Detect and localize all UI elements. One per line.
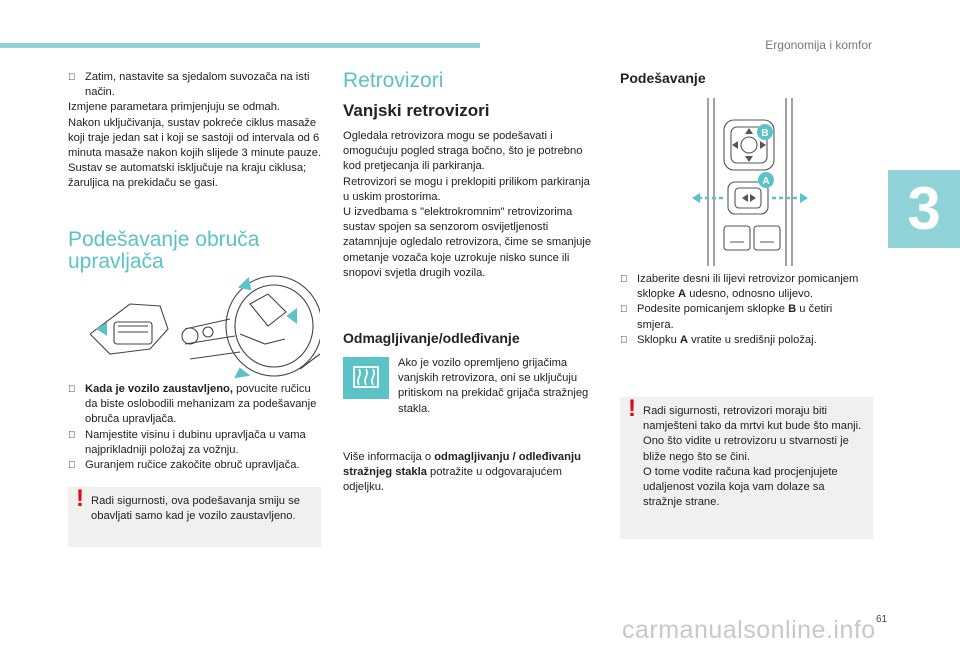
mirrors-paragraph-2: Retrovizori se mogu i preklopiti prilikom parkiranja u uskim prostorima. xyxy=(343,175,590,203)
steering-warning-text: Radi sigurnosti, ova podešavanja smiju se obavljati samo kad je vozilo zaustavljeno. xyxy=(91,495,300,523)
mirror-control-illustration xyxy=(690,98,810,266)
intro-paragraph: Izmjene parametara primjenjuju se odmah. xyxy=(68,101,281,114)
mirror-warning-3: O tome vodite računa kad procjenjujete udaljenost vozila koja vam dolaze sa stražnje strane. xyxy=(643,465,838,509)
defrost-text: Ako je vozilo opremljeno grijačima vanjskih retrovizora, oni se uključuju pritiskom na prekidač grijača stražnjeg stakla. xyxy=(398,357,589,415)
rear-defrost-icon xyxy=(343,357,389,399)
adjust-bullet-2: Podesite pomicanjem sklopke B u četiri smjera. xyxy=(637,303,833,331)
steering-title: Podešavanje obruča upravljača xyxy=(68,228,260,273)
adjustment-title: Podešavanje xyxy=(620,70,706,86)
page-number: 61 xyxy=(876,614,888,625)
mirrors-paragraph-3: U izvedbama s "elektrokromnim" retrovizorima sustav spojen sa senzorom osvijetljenosti zatamnjuje ogledalo retrovizora, čime se smanjuje ometanje vozača koje uzrokuje nisko sunce ili snopovi svjetla drugih vozila. xyxy=(343,206,592,279)
mirrors-paragraph-1: Ogledala retrovizora mogu se podešavati i omogućuju pogled straga bočno, što je potrebno kod pretjecanja ili parkiranja. xyxy=(343,130,583,173)
intro-text-3: Sustav se automatski isključuje na kraju ciklusa; žaruljica na prekidaču se gasi. xyxy=(68,162,307,190)
adjust-bullet-1: Izaberite desni ili lijevi retrovizor pomicanjem sklopke A udesno, odnosno ulijevo. xyxy=(637,273,859,301)
adjustment-instructions xyxy=(620,272,870,348)
section-header: Ergonomija i komfor xyxy=(765,38,872,52)
chapter-tab: 3 xyxy=(888,170,960,248)
column-left xyxy=(68,70,323,192)
more-info-text: Više informacija o odmagljivanju / odleđivanju stražnjeg stakla potražite u odgovarajućem odjeljku. xyxy=(343,451,581,494)
intro-bullet: Zatim, nastavite sa sjedalom suvozača na isti način. xyxy=(85,71,310,99)
defrost-description xyxy=(398,356,598,417)
label-a: A xyxy=(762,176,770,187)
header-accent-bar xyxy=(0,43,480,48)
intro-text-2: Nakon uključivanja, sustav pokreće ciklus masaže koji traje jedan sat i koji se sastoji od intervala od 6 minuta masaže nakon kojih slijede 3 minute pauze. xyxy=(68,116,322,160)
mirror-warning-2: Ono što vidite u retrovizoru u stvarnosti je bliže nego što se čini. xyxy=(643,435,849,463)
label-b: B xyxy=(761,128,769,139)
mirrors-title: Retrovizori xyxy=(343,69,444,92)
adjust-bullet-3: Sklopku A vratite u središnji položaj. xyxy=(637,333,817,346)
mirrors-subtitle: Vanjski retrovizori xyxy=(343,101,490,120)
mirror-warning-1: Radi sigurnosti, retrovizori moraju biti namješteni tako da mrtvi kut bude što manji. xyxy=(643,405,862,433)
steering-warning-box xyxy=(68,487,321,547)
defrost-title: Odmagljivanje/odleđivanje xyxy=(343,330,520,346)
more-info xyxy=(343,450,593,496)
steering-instructions xyxy=(68,382,326,473)
warning-icon: ! xyxy=(628,395,636,422)
watermark: carmanualsonline.info xyxy=(622,616,876,644)
steering-bullet-1: Kada je vozilo zaustavljeno, povucite ručicu da biste oslobodili mehanizam za podešavanje obruča upravljača. xyxy=(85,383,317,426)
steering-wheel-illustration xyxy=(90,274,320,379)
warning-icon: ! xyxy=(76,485,84,512)
mirror-warning-box xyxy=(620,397,873,539)
steering-bullet-2: Namjestite visinu i dubinu upravljača u vama najprikladniji položaj za vožnju. xyxy=(85,428,306,456)
steering-bullet-3: Guranjem ručice zakočite obruč upravljača. xyxy=(85,459,300,472)
mirrors-description xyxy=(343,129,598,281)
